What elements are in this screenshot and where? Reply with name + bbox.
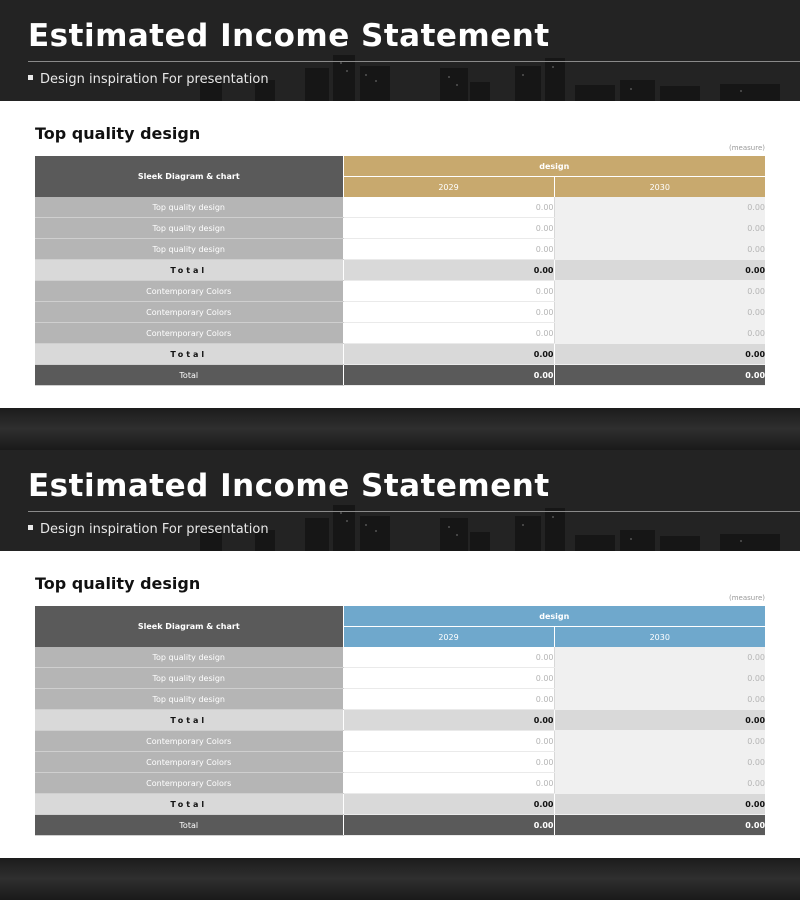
page-subtitle — [28, 522, 269, 537]
row-label: Total — [35, 794, 343, 815]
cell-2030: 0.00 — [554, 668, 765, 689]
slide-separator — [0, 408, 800, 450]
row-label: Top quality design — [35, 668, 343, 689]
subtotal-row — [35, 344, 765, 365]
table-header-left: Sleek Diagram & chart — [35, 606, 343, 647]
cell-2030: 0.00 — [554, 689, 765, 710]
table-row — [35, 302, 765, 323]
cell-2029: 0.00 — [343, 647, 554, 668]
row-label: Total — [35, 344, 343, 365]
table-header-left: Sleek Diagram & chart — [35, 156, 343, 197]
cell-2030: 0.00 — [554, 281, 765, 302]
cell-2030: 0.00 — [554, 323, 765, 344]
cell-2030: 0.00 — [554, 794, 765, 815]
cell-2030: 0.00 — [554, 647, 765, 668]
cell-2030: 0.00 — [554, 365, 765, 386]
table-row — [35, 731, 765, 752]
subtotal-row — [35, 710, 765, 731]
row-label: Top quality design — [35, 197, 343, 218]
table-row — [35, 773, 765, 794]
table-row — [35, 197, 765, 218]
row-label: Contemporary Colors — [35, 773, 343, 794]
income-table — [35, 606, 765, 836]
cell-2030: 0.00 — [554, 710, 765, 731]
page-title: Estimated Income Statement — [28, 468, 550, 504]
slide-1 — [0, 0, 800, 408]
cell-2029: 0.00 — [343, 794, 554, 815]
income-table — [35, 156, 765, 386]
year-header-2029: 2029 — [343, 627, 554, 648]
row-label: Top quality design — [35, 239, 343, 260]
measure-note: (measure) — [729, 594, 765, 602]
row-label: Total — [35, 260, 343, 281]
row-label: Contemporary Colors — [35, 323, 343, 344]
table-group-header: design — [343, 156, 765, 177]
subtotal-row — [35, 794, 765, 815]
row-label: Top quality design — [35, 689, 343, 710]
table-row — [35, 239, 765, 260]
table-group-header: design — [343, 606, 765, 627]
year-header-2029: 2029 — [343, 177, 554, 198]
cell-2029: 0.00 — [343, 689, 554, 710]
cell-2029: 0.00 — [343, 752, 554, 773]
grand-total-row — [35, 365, 765, 386]
cell-2029: 0.00 — [343, 197, 554, 218]
subtotal-row — [35, 260, 765, 281]
row-label: Contemporary Colors — [35, 302, 343, 323]
cell-2029: 0.00 — [343, 815, 554, 836]
page-subtitle — [28, 72, 269, 87]
section-title: Top quality design — [35, 124, 201, 143]
section-title: Top quality design — [35, 574, 201, 593]
header-banner — [0, 450, 800, 551]
page-title: Estimated Income Statement — [28, 18, 550, 54]
row-label: Top quality design — [35, 647, 343, 668]
subtitle-text: Design inspiration For presentation — [40, 72, 269, 87]
cell-2030: 0.00 — [554, 731, 765, 752]
cell-2030: 0.00 — [554, 752, 765, 773]
cell-2029: 0.00 — [343, 365, 554, 386]
table-row — [35, 281, 765, 302]
header-banner — [0, 0, 800, 101]
row-label: Total — [35, 365, 343, 386]
row-label: Total — [35, 815, 343, 836]
cell-2030: 0.00 — [554, 773, 765, 794]
bullet-icon — [28, 75, 33, 80]
table-row — [35, 218, 765, 239]
slide-separator — [0, 858, 800, 900]
cell-2029: 0.00 — [343, 344, 554, 365]
subtitle-text: Design inspiration For presentation — [40, 522, 269, 537]
header-divider — [28, 511, 800, 512]
table-row — [35, 752, 765, 773]
table-row — [35, 668, 765, 689]
cell-2029: 0.00 — [343, 302, 554, 323]
row-label: Top quality design — [35, 218, 343, 239]
cell-2029: 0.00 — [343, 323, 554, 344]
year-header-2030: 2030 — [554, 627, 765, 648]
cell-2029: 0.00 — [343, 260, 554, 281]
slide-2 — [0, 450, 800, 858]
cell-2029: 0.00 — [343, 773, 554, 794]
table-row — [35, 323, 765, 344]
cell-2029: 0.00 — [343, 218, 554, 239]
row-label: Total — [35, 710, 343, 731]
table-row — [35, 647, 765, 668]
cell-2030: 0.00 — [554, 815, 765, 836]
cell-2029: 0.00 — [343, 710, 554, 731]
table-row — [35, 689, 765, 710]
bullet-icon — [28, 525, 33, 530]
cell-2030: 0.00 — [554, 218, 765, 239]
cell-2030: 0.00 — [554, 302, 765, 323]
header-divider — [28, 61, 800, 62]
row-label: Contemporary Colors — [35, 752, 343, 773]
row-label: Contemporary Colors — [35, 731, 343, 752]
cell-2029: 0.00 — [343, 668, 554, 689]
cell-2029: 0.00 — [343, 281, 554, 302]
cell-2029: 0.00 — [343, 731, 554, 752]
cell-2030: 0.00 — [554, 239, 765, 260]
cell-2030: 0.00 — [554, 260, 765, 281]
grand-total-row — [35, 815, 765, 836]
row-label: Contemporary Colors — [35, 281, 343, 302]
cell-2029: 0.00 — [343, 239, 554, 260]
measure-note: (measure) — [729, 144, 765, 152]
cell-2030: 0.00 — [554, 344, 765, 365]
cell-2030: 0.00 — [554, 197, 765, 218]
year-header-2030: 2030 — [554, 177, 765, 198]
